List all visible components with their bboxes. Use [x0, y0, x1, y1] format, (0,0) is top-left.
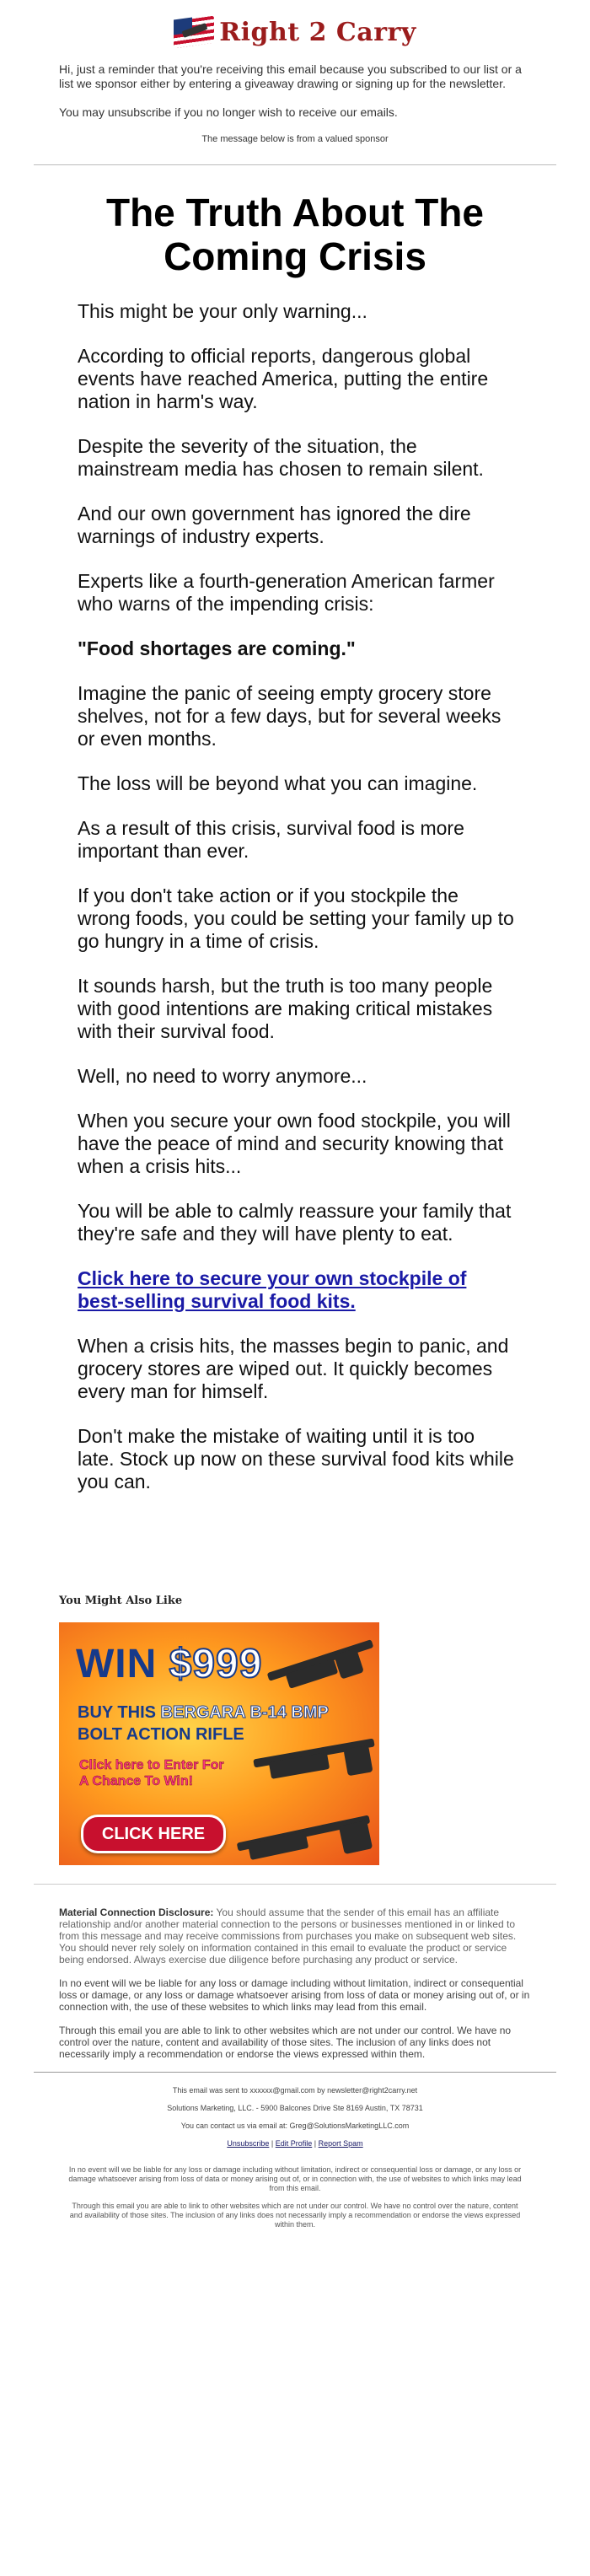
paragraph: According to official reports, dangerous global events have reached America, putting the entire nation in harm's way.: [78, 345, 489, 412]
unsubscribe-notice: You may unsubscribe if you no longer wish to receive our emails.: [59, 105, 398, 119]
article-body: [34, 300, 556, 1493]
disclosure-text: You should assume that the sender of this email has an affiliate relationship and/or another material connection to the persons or businesses mentioned in or linked to from this message and may receive commissions from purchases you make on subsequent web sites. You should never rely solely on information contained in this email to evaluate the product or service being endorsed. Always exercise due diligence before purchasing any product or service.: [59, 1906, 517, 1966]
edit-profile-link[interactable]: Edit Profile: [275, 2139, 313, 2148]
paragraph: Experts like a fourth-generation American farmer who warns of the impending crisis:: [78, 570, 495, 615]
headline: The Truth About The Coming Crisis: [105, 191, 484, 278]
paragraph: When you secure your own food stockpile, you will have the peace of mind and security knowing that when a crisis hits...: [78, 1110, 511, 1177]
paragraph: This might be your only warning...: [78, 300, 367, 322]
footer-legal: In no event will we be liable for any loss or damage including without limitation, indirect or consequential loss or damage, or any loss or damage whatsoever arising from loss of data or money arising out of, or in connection with, the use of websites to which links may lead from this email.: [68, 2165, 522, 2192]
paragraph: Despite the severity of the situation, the mainstream media has chosen to remain silent.: [78, 435, 484, 480]
paragraph: The loss will be beyond what you can imagine.: [78, 772, 478, 794]
link-divider: |: [314, 2139, 317, 2148]
link-divider: |: [271, 2139, 274, 2148]
ad-product-line: [78, 1703, 329, 1723]
email-container: [34, 0, 556, 2246]
ad-model-text: BERGARA B-14 BMP: [160, 1703, 329, 1722]
paragraph: If you don't take action or if you stockpile the wrong foods, you could be setting your family up to go hungry in a time of crisis.: [78, 885, 514, 952]
sponsor-note: The message below is from a valued sponsor: [201, 134, 389, 144]
paragraph: It sounds harsh, but the truth is too many people with good intentions are making critical mistakes with their survival food.: [78, 975, 493, 1042]
ad-prize-amount: $999: [169, 1642, 263, 1686]
company-address: Solutions Marketing, LLC. - 5900 Balcones Drive Ste 8169 Austin, TX 78731: [167, 2104, 423, 2112]
giveaway-ad-banner[interactable]: [59, 1622, 379, 1865]
brand-logo[interactable]: [34, 0, 556, 57]
ad-enter-line-2: A Chance To Win!: [79, 1774, 193, 1788]
cta-link[interactable]: Click here to secure your own stockpile of best-selling survival food kits.: [78, 1267, 467, 1312]
paragraph: You will be able to calmly reassure your family that they're safe and they will have plenty to eat.: [78, 1200, 512, 1245]
cta-paragraph: [78, 1267, 514, 1313]
report-spam-link[interactable]: Report Spam: [318, 2139, 363, 2148]
paragraph: When a crisis hits, the masses begin to panic, and grocery stores are wiped out. It quickly becomes every man for himself.: [78, 1335, 509, 1402]
logo-text: Right 2 Carry: [219, 17, 416, 47]
disclosure-paragraph: [59, 1906, 531, 1966]
contact-line: You can contact us via email at: Greg@SolutionsMarketingLLC.com: [180, 2122, 410, 2130]
ad-rifle-type: BOLT ACTION RIFLE: [78, 1725, 244, 1744]
footer-legal: Through this email you are able to link to other websites which are not under our control. We have no control over the nature, content and availability of those sites. The inclusion of any links does not necessarily imply a recommendation or endorse the views expressed within them.: [69, 2202, 521, 2229]
liability-paragraph: In no event will we be liable for any loss or damage including without limitation, indirect or consequential loss or damage, or any loss or damage whatsoever arising from loss of data or money arising out of, or in connection with, the use of these websites to which links may lead from this email.: [59, 1977, 530, 2013]
flag-rifle-icon: [174, 15, 214, 49]
email-footer: [34, 2072, 556, 2246]
ad-win-word: WIN: [76, 1642, 158, 1686]
footer-links: [67, 2139, 523, 2148]
recommend-heading: You Might Also Like: [59, 1595, 183, 1607]
ad-click-here-button[interactable]: CLICK HERE: [81, 1815, 226, 1853]
notice-text: Hi, just a reminder that you're receiving this email because you subscribed to our list or a list we sponsor either by entering a giveaway drawing or signing up for the newsletter.: [59, 62, 522, 90]
unsubscribe-link[interactable]: Unsubscribe: [227, 2139, 270, 2148]
paragraph: Well, no need to worry anymore...: [78, 1065, 367, 1087]
material-disclosure: [34, 1885, 556, 2060]
disclosure-label: Material Connection Disclosure:: [59, 1906, 214, 1918]
quote: "Food shortages are coming.": [78, 637, 356, 659]
divider: [34, 164, 556, 165]
sent-to-line: This email was sent to xxxxxx@gmail.com by newsletter@right2carry.net: [172, 2086, 418, 2095]
paragraph: Imagine the panic of seeing empty grocery store shelves, not for a few days, but for several weeks or even months.: [78, 682, 502, 750]
ad-win-text: [76, 1641, 262, 1687]
paragraph: And our own government has ignored the dire warnings of industry experts.: [78, 503, 471, 547]
ad-enter-text: [79, 1757, 224, 1789]
paragraph: As a result of this crisis, survival food is more important than ever.: [78, 817, 464, 862]
links-paragraph: Through this email you are able to link to other websites which are not under our control. We have no control over the nature, content and availability of those sites. The inclusion of any links does not necessarily imply a recommendation or endorse the views expressed within them.: [59, 2025, 512, 2060]
subscription-notice: [34, 57, 556, 120]
ad-enter-line-1: Click here to Enter For: [79, 1758, 224, 1772]
paragraph: Don't make the mistake of waiting until it is too late. Stock up now on these survival food kits while you can.: [78, 1425, 514, 1492]
ad-buy-text: BUY THIS: [78, 1703, 156, 1722]
